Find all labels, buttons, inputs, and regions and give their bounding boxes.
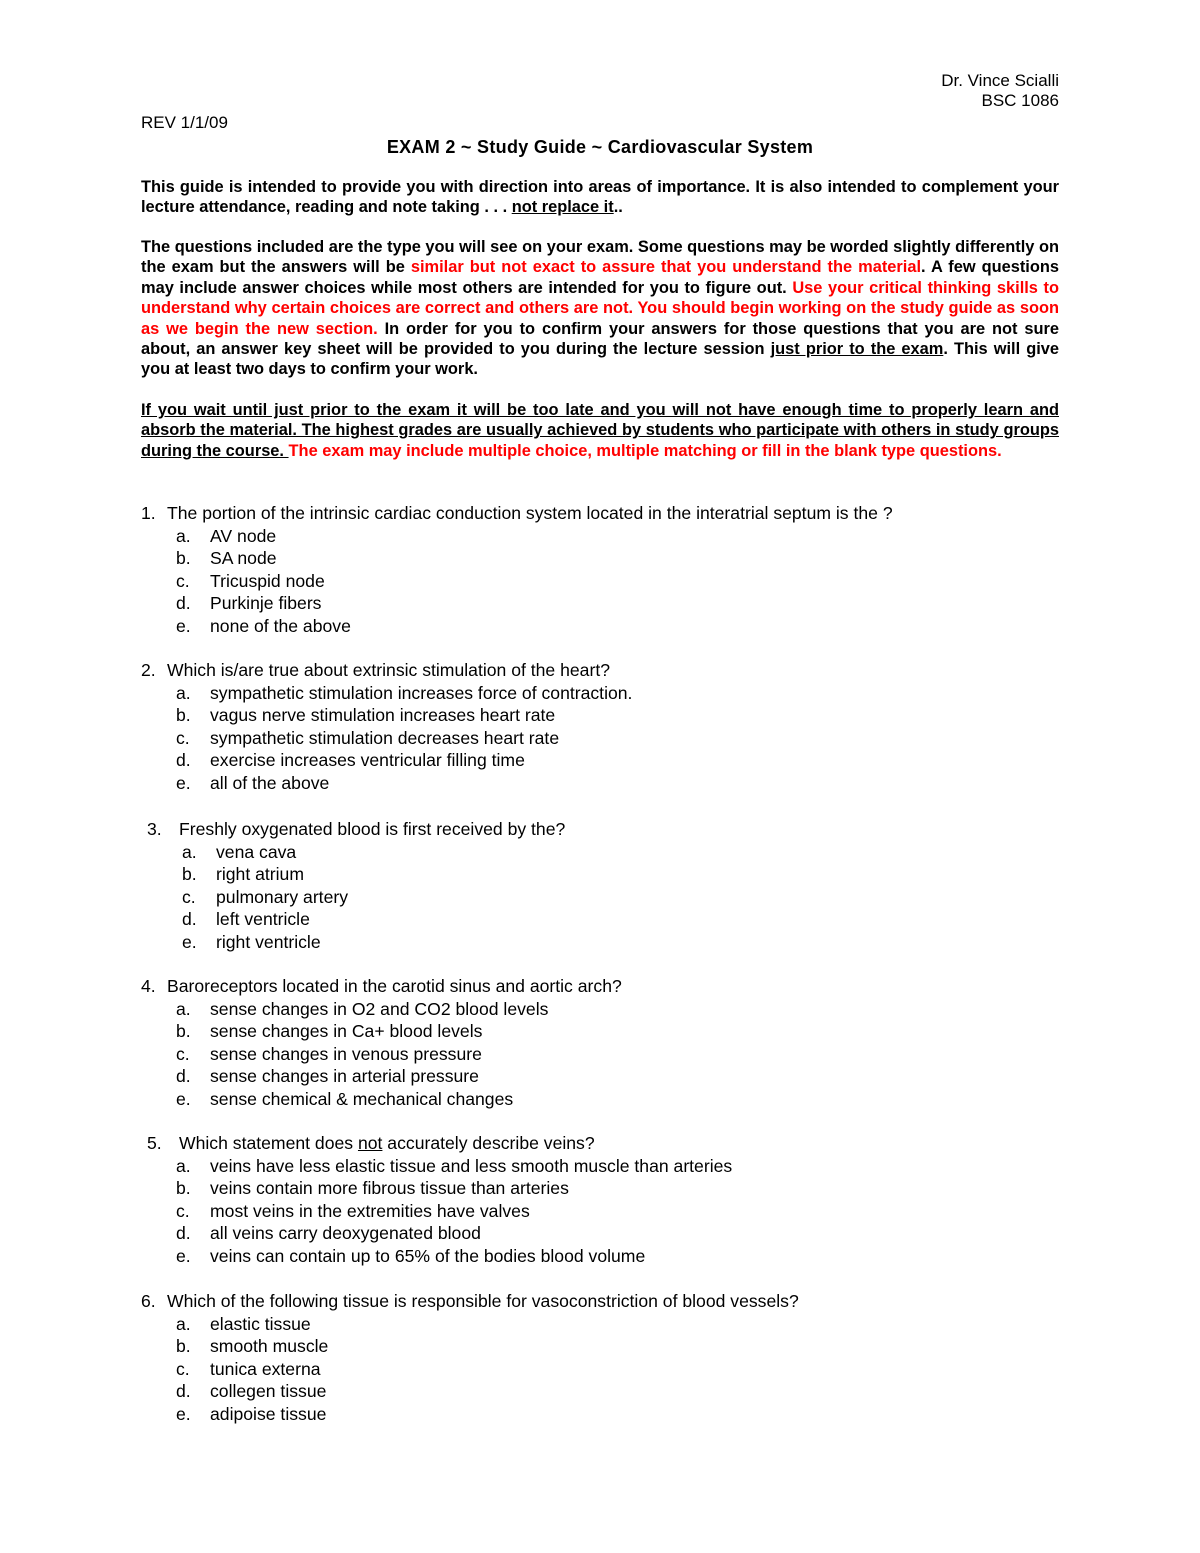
intro-underlined-text: just prior to the exam bbox=[770, 340, 944, 359]
choice-letter: b. bbox=[176, 1021, 191, 1042]
question-number: 5. bbox=[147, 1133, 162, 1153]
question-1 bbox=[141, 502, 893, 638]
choice-text: adipoise tissue bbox=[210, 1403, 327, 1424]
choice-list bbox=[141, 998, 622, 1111]
choice-letter: d. bbox=[176, 1066, 191, 1087]
choice-letter: b. bbox=[176, 705, 191, 726]
choice-text: sense changes in venous pressure bbox=[210, 1043, 482, 1064]
choice-item bbox=[141, 1088, 622, 1111]
question-text: Which statement does bbox=[179, 1133, 358, 1153]
intro-text: . A few questions may include answer choices while most others are intended for you to figure out. bbox=[141, 258, 1059, 297]
choice-item bbox=[141, 1155, 732, 1178]
choice-text: left ventricle bbox=[216, 909, 310, 930]
question-number: 3. bbox=[147, 819, 162, 839]
choice-letter: d. bbox=[176, 1223, 191, 1244]
question-number: 1. bbox=[141, 503, 156, 523]
choice-text: sense changes in arterial pressure bbox=[210, 1066, 479, 1087]
question-stem bbox=[141, 975, 622, 998]
choice-item bbox=[141, 1065, 622, 1088]
choice-letter: d. bbox=[176, 1381, 191, 1402]
intro-text: .. bbox=[613, 198, 623, 217]
choice-text: vagus nerve stimulation increases heart rate bbox=[210, 705, 556, 726]
choice-text: sympathetic stimulation decreases heart rate bbox=[210, 727, 560, 748]
choice-letter: a. bbox=[176, 1155, 191, 1176]
choice-item bbox=[141, 749, 632, 772]
choice-text: exercise increases ventricular filling time bbox=[210, 750, 525, 771]
choice-item bbox=[147, 931, 565, 954]
choice-list bbox=[141, 1155, 732, 1268]
question-3 bbox=[147, 818, 565, 954]
choice-letter: b. bbox=[182, 864, 197, 885]
choice-text: sense changes in Ca+ blood levels bbox=[210, 1021, 483, 1042]
question-stem bbox=[141, 1290, 799, 1313]
choice-item bbox=[141, 1043, 622, 1066]
choice-item bbox=[141, 1380, 799, 1403]
choice-letter: b. bbox=[176, 1178, 191, 1199]
choice-list bbox=[147, 841, 565, 954]
choice-letter: c. bbox=[176, 570, 190, 591]
question-2 bbox=[141, 659, 632, 795]
choice-text: sense chemical & mechanical changes bbox=[210, 1088, 514, 1109]
choice-text: Tricuspid node bbox=[210, 570, 325, 591]
choice-item bbox=[141, 772, 632, 795]
question-number: 4. bbox=[141, 976, 156, 996]
choice-letter: c. bbox=[176, 727, 190, 748]
question-stem bbox=[147, 818, 565, 841]
choice-text: right atrium bbox=[216, 864, 304, 885]
choice-item bbox=[141, 1200, 732, 1223]
question-text: The portion of the intrinsic cardiac conduction system located in the interatrial septum is the ? bbox=[167, 503, 893, 523]
choice-text: collegen tissue bbox=[210, 1381, 327, 1402]
choice-letter: e. bbox=[182, 931, 197, 952]
choice-item bbox=[141, 1177, 732, 1200]
choice-item bbox=[141, 727, 632, 750]
question-6 bbox=[141, 1290, 799, 1426]
choice-item bbox=[147, 841, 565, 864]
course-code: BSC 1086 bbox=[981, 91, 1059, 110]
choice-item bbox=[147, 908, 565, 931]
question-5 bbox=[147, 1132, 732, 1268]
document-title: EXAM 2 ~ Study Guide ~ Cardiovascular System bbox=[386, 137, 814, 157]
choice-letter: e. bbox=[176, 1403, 191, 1424]
choice-item bbox=[141, 1358, 799, 1381]
question-number: 6. bbox=[141, 1291, 156, 1311]
choice-text: right ventricle bbox=[216, 931, 321, 952]
choice-letter: d. bbox=[176, 750, 191, 771]
choice-text: most veins in the extremities have valves bbox=[210, 1200, 530, 1221]
choice-list bbox=[141, 1313, 799, 1426]
choice-letter: b. bbox=[176, 548, 191, 569]
choice-item bbox=[141, 570, 893, 593]
question-text: accurately describe veins? bbox=[382, 1133, 595, 1153]
choice-item bbox=[147, 863, 565, 886]
choice-text: elastic tissue bbox=[210, 1313, 311, 1334]
choice-text: vena cava bbox=[216, 841, 297, 862]
question-text: Baroreceptors located in the carotid sinus and aortic arch? bbox=[167, 976, 622, 996]
choice-text: veins contain more fibrous tissue than arteries bbox=[210, 1178, 569, 1199]
choice-text: AV node bbox=[210, 525, 277, 546]
revision-date: REV 1/1/09 bbox=[141, 113, 228, 132]
choice-letter: a. bbox=[176, 682, 191, 703]
intro-text: The questions included are the type you will see on your exam. Some questions may be worded slightly differently on the exam but the answers will be bbox=[141, 238, 1059, 277]
choice-text: pulmonary artery bbox=[216, 886, 349, 907]
intro-red-text: The exam may include multiple choice, multiple matching or fill in the blank type questions. bbox=[288, 441, 1002, 460]
choice-text: none of the above bbox=[210, 615, 351, 636]
choice-text: tunica externa bbox=[210, 1358, 321, 1379]
choice-letter: e. bbox=[176, 772, 191, 793]
choice-text: all veins carry deoxygenated blood bbox=[210, 1223, 481, 1244]
question-stem bbox=[147, 1132, 732, 1155]
question-stem bbox=[141, 502, 893, 525]
question-text: Which of the following tissue is responsible for vasoconstriction of blood vessels? bbox=[167, 1291, 799, 1311]
question-4 bbox=[141, 975, 622, 1111]
choice-item bbox=[141, 1403, 799, 1426]
choice-item bbox=[141, 525, 893, 548]
author-block bbox=[941, 71, 1059, 111]
choice-text: sense changes in O2 and CO2 blood levels bbox=[210, 998, 549, 1019]
choice-item bbox=[141, 547, 893, 570]
choice-letter: a. bbox=[176, 525, 191, 546]
choice-text: all of the above bbox=[210, 772, 330, 793]
intro-red-text: similar but not exact to assure that you understand the material bbox=[410, 258, 922, 277]
choice-letter: a. bbox=[176, 998, 191, 1019]
choice-item bbox=[141, 682, 632, 705]
choice-item bbox=[147, 886, 565, 909]
choice-item bbox=[141, 1245, 732, 1268]
choice-letter: b. bbox=[176, 1336, 191, 1357]
choice-letter: d. bbox=[176, 593, 191, 614]
question-text-underlined: not bbox=[357, 1133, 383, 1153]
intro-text: . This will give you at least two days to confirm your work. bbox=[141, 340, 1060, 379]
intro-paragraph-1 bbox=[141, 177, 1059, 218]
choice-letter: e. bbox=[176, 1088, 191, 1109]
question-number: 2. bbox=[141, 660, 156, 680]
choice-letter: d. bbox=[182, 909, 197, 930]
choice-text: smooth muscle bbox=[210, 1336, 329, 1357]
intro-text: In order for you to confirm your answers for those questions that you are not sure about, an answer key sheet will be provided to you during the lecture session bbox=[141, 319, 1059, 359]
choice-text: SA node bbox=[210, 548, 277, 569]
choice-text: veins can contain up to 65% of the bodies blood volume bbox=[210, 1245, 646, 1266]
choice-list bbox=[141, 682, 632, 795]
choice-text: sympathetic stimulation increases force of contraction. bbox=[210, 682, 633, 703]
question-text: Freshly oxygenated blood is first received by the? bbox=[179, 819, 566, 839]
choice-letter: e. bbox=[176, 1245, 191, 1266]
intro-paragraph-2 bbox=[141, 237, 1059, 380]
intro-paragraph-3 bbox=[141, 400, 1059, 461]
intro-underlined-text: If you wait until just prior to the exam it will be too late and you will not have enough time to properly learn and absorb the material. The highest grades are usually achieved by students who participate with others in study groups during the course. bbox=[141, 401, 1059, 460]
intro-underlined-text: not replace it bbox=[511, 198, 614, 217]
choice-item bbox=[141, 704, 632, 727]
choice-text: Purkinje fibers bbox=[210, 593, 322, 614]
choice-letter: a. bbox=[176, 1313, 191, 1334]
choice-item bbox=[141, 1313, 799, 1336]
choice-letter: c. bbox=[176, 1043, 190, 1064]
author-name: Dr. Vince Scialli bbox=[941, 71, 1059, 90]
choice-item bbox=[141, 1020, 622, 1043]
intro-text: This guide is intended to provide you with direction into areas of importance. It is also intended to complement your lecture attendance, reading and note taking . . . bbox=[141, 178, 1059, 217]
choice-text: veins have less elastic tissue and less smooth muscle than arteries bbox=[210, 1155, 733, 1176]
choice-item bbox=[141, 1335, 799, 1358]
choice-letter: c. bbox=[176, 1358, 190, 1379]
choice-letter: c. bbox=[182, 886, 196, 907]
intro-red-text: Use your critical thinking skills to understand why certain choices are correct and others are not. You should begin working on the study guide as soon as we begin the new section. bbox=[141, 278, 1059, 338]
question-stem bbox=[141, 659, 632, 682]
choice-item bbox=[141, 615, 893, 638]
choice-item bbox=[141, 1222, 732, 1245]
choice-item bbox=[141, 592, 893, 615]
choice-letter: e. bbox=[176, 615, 191, 636]
choice-letter: c. bbox=[176, 1200, 190, 1221]
choice-letter: a. bbox=[182, 841, 197, 862]
choice-item bbox=[141, 998, 622, 1021]
choice-list bbox=[141, 525, 893, 638]
question-text: Which is/are true about extrinsic stimulation of the heart? bbox=[167, 660, 610, 680]
